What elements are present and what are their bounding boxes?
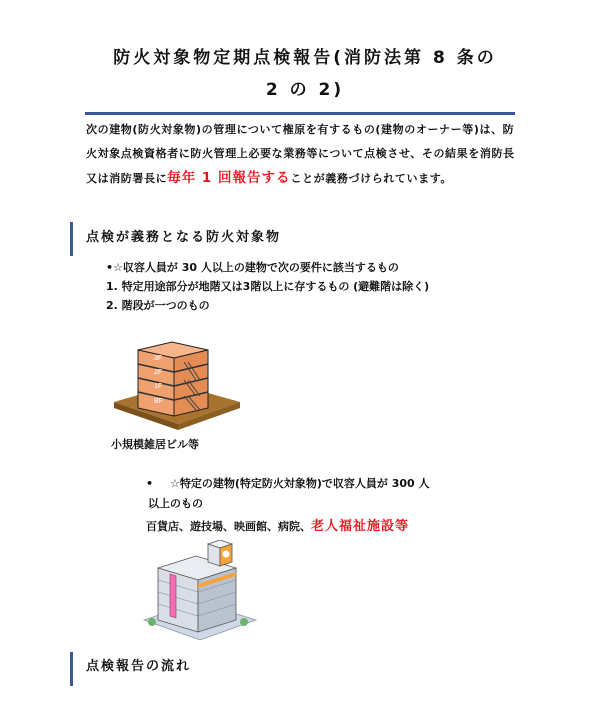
requirement-bullet-2 xyxy=(148,474,508,514)
requirements-list xyxy=(106,258,526,315)
section-1-heading: 点検が義務となる防火対象物 xyxy=(86,230,282,245)
intro-highlight: 毎年 1 回報告する xyxy=(167,170,291,186)
intro-paragraph xyxy=(86,118,518,191)
page-title xyxy=(70,42,540,106)
bullet-2-line-b: 以上のもの xyxy=(148,497,203,510)
store-sign xyxy=(170,574,176,618)
tree-icon xyxy=(240,618,248,626)
building-side xyxy=(174,350,208,416)
examples-plain: 百貨店、遊技場、映画館、病院、 xyxy=(146,520,311,533)
floor-label-3f: 3F xyxy=(154,355,163,362)
requirement-bullet-1: •☆収容人員が 30 人以上の建物で次の要件に該当するもの xyxy=(106,261,399,274)
bullet-dot: • xyxy=(146,477,154,490)
small-building-caption: 小規模雑居ビル等 xyxy=(111,438,199,451)
floor-label-2f: 2F xyxy=(154,369,163,376)
floor-label-1f: 1F xyxy=(154,383,163,390)
bullet-2-line-a: ☆特定の建物(特定防火対象物)で収容人員が 300 人 xyxy=(170,477,430,490)
tree-icon xyxy=(148,618,156,626)
intro-text-1: 次の建物(防火対象物)の管理について権原を有するもの(建物のオーナー等)は、防火対象点検資格者に防火管理上必要な業務等について点検させ、その結果を消防長又は消防署長に xyxy=(86,123,515,185)
requirement-item-1: 1. 特定用途部分が地階又は3階以上に存するもの (避難階は除く) xyxy=(106,280,430,293)
section-1-bar xyxy=(70,222,73,256)
facility-examples xyxy=(146,515,409,534)
examples-highlight: 老人福祉施設等 xyxy=(311,519,410,534)
title-divider xyxy=(85,112,515,115)
floor-label-bf: BF xyxy=(154,398,163,405)
small-building-illustration xyxy=(112,340,242,432)
large-building-illustration xyxy=(140,540,260,644)
title-line-2: 2 の 2) xyxy=(265,80,345,100)
intro-text-2: ことが義務づけられています。 xyxy=(290,172,453,185)
requirement-item-2: 2. 階段が一つのもの xyxy=(106,299,210,312)
title-line-1: 防火対象物定期点検報告(消防法第 8 条の xyxy=(113,48,497,68)
section-2-bar xyxy=(70,652,73,686)
section-2-heading: 点検報告の流れ xyxy=(86,659,192,674)
